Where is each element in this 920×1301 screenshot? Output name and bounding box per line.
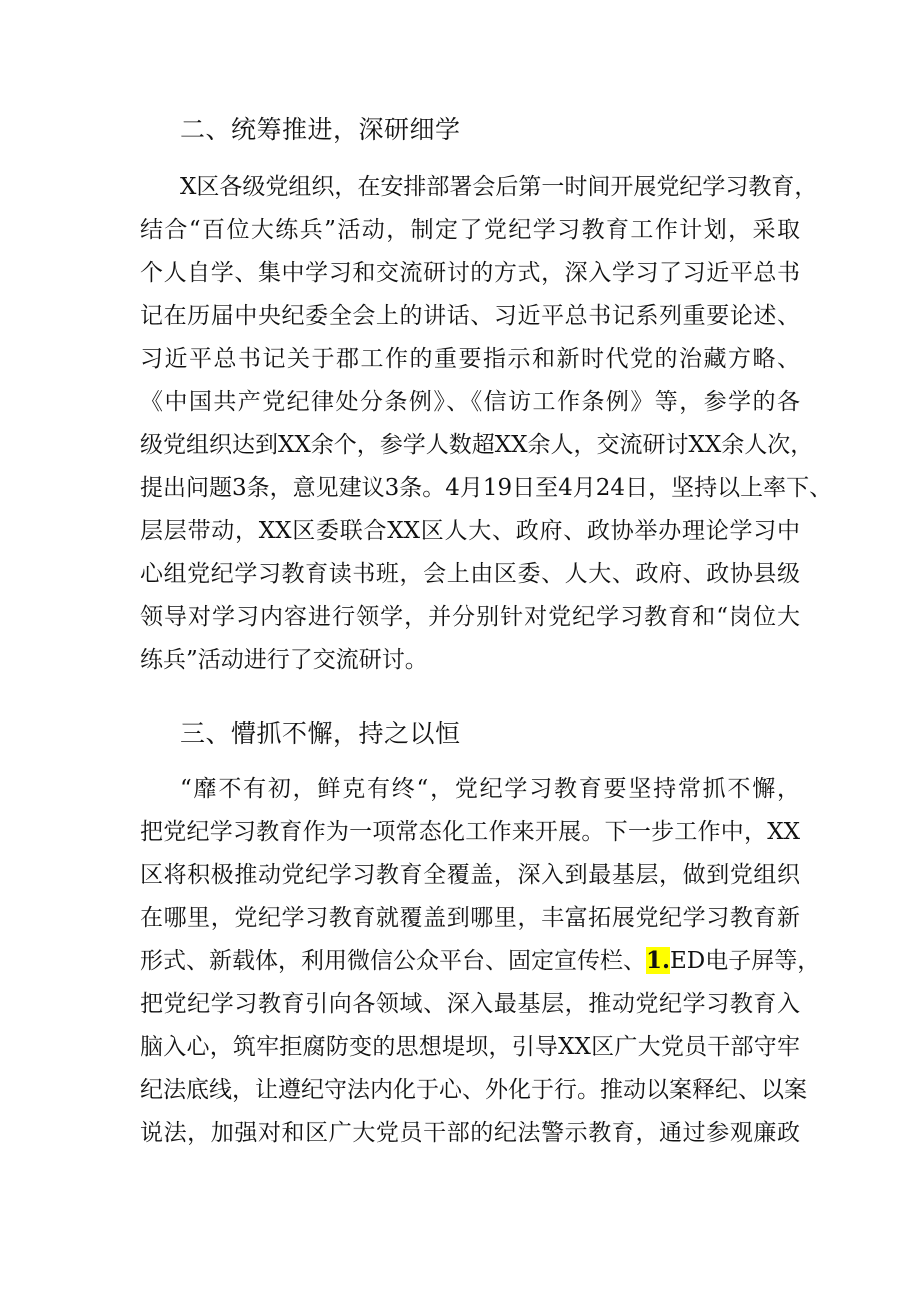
paragraph-line: 提出问题3条，意见建议3条。4月19日至4月24日，坚持以上率下、 bbox=[140, 475, 833, 501]
paragraph-line: 脑入心，筑牢拒腐防变的思想堤坝，引导XX区广大党员干部守牢 bbox=[140, 1034, 800, 1060]
paragraph-line: 把党纪学习教育作为一项常态化工作来开展。下一步工作中，XX bbox=[140, 819, 800, 845]
paragraph-line: 结合“百位大练兵”活动，制定了党纪学习教育工作计划，采取 bbox=[140, 217, 800, 243]
led-line-before: 形式、新载体，利用微信公众平台、固定宣传栏、 bbox=[140, 948, 646, 974]
paragraph-line: 说法，加强对和区广大党员干部的纪法警示教育，通过参观廉政 bbox=[140, 1120, 800, 1146]
section-heading-2: 二、统筹推进，深研细学 bbox=[180, 115, 461, 144]
paragraph-line: 练兵”活动进行了交流研讨。 bbox=[140, 647, 428, 673]
paragraph-line: “靡不有初，鲜克有终“，党纪学习教育要坚持常抓不懈， bbox=[180, 776, 800, 802]
paragraph-line: 心组党纪学习教育读书班，会上由区委、人大、政府、政协县级 bbox=[140, 561, 800, 587]
paragraph-line: 纪法底线，让遵纪守法内化于心、外化于行。推动以案释纪、以案 bbox=[140, 1077, 807, 1103]
paragraph-line: 区将积极推动党纪学习教育全覆盖，深入到最基层，做到党组织 bbox=[140, 862, 800, 888]
led-line-after: ED电子屏等， bbox=[670, 948, 821, 974]
paragraph-line: 《中国共产党纪律处分条例》、《信访工作条例》等，参学的各 bbox=[140, 389, 800, 415]
paragraph-line: 个人自学、集中学习和交流研讨的方式，深入学习了习近平总书 bbox=[140, 260, 800, 286]
paragraph-line: 记在历届中央纪委全会上的讲话、习近平总书记系列重要论述、 bbox=[140, 303, 800, 329]
paragraph-line: 习近平总书记关于郡工作的重要指示和新时代党的治藏方略、 bbox=[140, 346, 800, 372]
paragraph-line-led bbox=[140, 946, 821, 976]
paragraph-line: 在哪里，党纪学习教育就覆盖到哪里，丰富拓展党纪学习教育新 bbox=[140, 905, 800, 931]
highlighted-text: 1. bbox=[646, 947, 671, 974]
paragraph-line: 级党组织达到XX余个，参学人数超XX余人，交流研讨XX余人次， bbox=[140, 432, 814, 458]
paragraph-line: X区各级党组织，在安排部署会后第一时间开展党纪学习教育， bbox=[180, 174, 818, 200]
paragraph-line: 层层带动，XX区委联合XX区人大、政府、政协举办理论学习中 bbox=[140, 518, 800, 544]
section-heading-3: 三、懵抓不懈，持之以恒 bbox=[180, 719, 461, 748]
paragraph-line: 把党纪学习教育引向各领域、深入最基层，推动党纪学习教育入 bbox=[140, 991, 800, 1017]
paragraph-line: 领导对学习内容进行领学，并分别针对党纪学习教育和“岗位大 bbox=[140, 604, 800, 630]
